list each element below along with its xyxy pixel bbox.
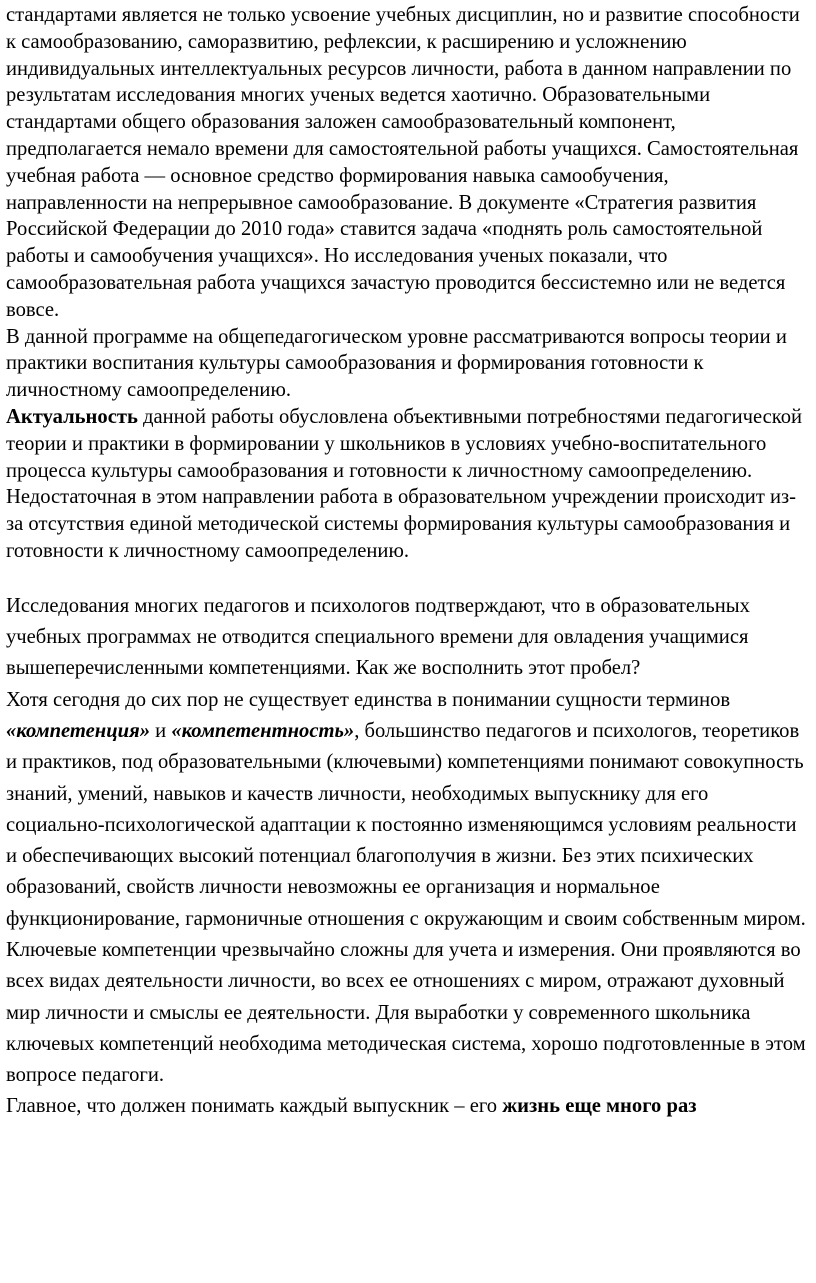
main-point-text: Главное, что должен понимать каждый выпускник – его — [6, 1095, 503, 1118]
term-competence: «компетенция» — [6, 719, 151, 742]
paragraph-standards: стандартами является не только усвоение учебных дисциплин, но и развитие способности к самообразованию, саморазвитию, рефлексии, к расширению и усложнению индивидуальных интеллектуальных ресурсов личности, работа в данном направлении по результатам исследования многих ученых ведется хаотично. Образовательными стандартами общего образования заложен самообразовательный компонент, предполагается немало времени для самостоятельной работы учащихся. Самостоятельная учебная работа — основное средство формирования навыка самообучения, направленности на непрерывное самообразование. В документе «Стратегия развития Российской Федерации до 2010 года» ставится задача «поднять роль самостоятельной работы и самообучения учащихся». Но исследования ученых показали, что самообразовательная работа учащихся зачастую проводится бессистемно или не ведется вовсе. — [6, 4, 800, 321]
main-point-bold: жизнь еще много раз — [502, 1095, 697, 1118]
paragraph-research: Исследования многих педагогов и психологов подтверждают, что в образовательных учебных программах не отводится специального времени для овладения учащимися вышеперечисленными компетенциями. Как же восполнить этот пробел? — [6, 594, 750, 680]
section-dense — [6, 2, 808, 565]
competencies-text-a: Хотя сегодня до сих пор не существует единства в понимании сущности терминов — [6, 688, 731, 711]
paragraph-competencies — [6, 685, 808, 935]
paragraph-program: В данной программе на общепедагогическом уровне рассматриваются вопросы теории и практики воспитания культуры самообразования и формирования готовности к личностному самоопределению. — [6, 325, 787, 402]
section-loose — [6, 591, 808, 1123]
relevance-text: данной работы обусловлена объективными потребностями педагогической теории и практики в формировании у школьников в условиях учебно-воспитательного процесса культуры самообразования и готовности к личностному самоопределению. — [6, 405, 803, 482]
competencies-text-b: и — [150, 719, 172, 742]
paragraph-relevance — [6, 404, 808, 484]
paragraph-main-point — [6, 1091, 808, 1122]
paragraph-insufficient: Недостаточная в этом направлении работа в образовательном учреждении происходит из-за отсутствия единой методической системы формирования культуры самообразования и готовности к личностному самоопределению. — [6, 486, 796, 562]
competencies-text-c: , большинство педагогов и психологов, теоретиков и практиков, под образовательными (ключевыми) компетенциями понимают совокупность знаний, умений, навыков и качеств личности, необходимых выпускнику для его социально-психологической адаптации к постоянно изменяющимся условиям реальности и обеспечивающих высокий потенциал благополучия в жизни. Без этих психических образований, свойств личности невозможны ее организация и нормальное функционирование, гармоничные отношения с окружающим и своим собственным миром. — [6, 719, 806, 930]
paragraph-key-competencies: Ключевые компетенции чрезвычайно сложны для учета и измерения. Они проявляются во всех видах деятельности личности, во всех ее отношениях с миром, отражают духовный мир личности и смыслы ее деятельности. Для выработки у современного школьника ключевых компетенций необходима методическая система, хорошо подготовленные в этом вопросе педагоги. — [6, 939, 806, 1087]
relevance-term: Актуальность — [6, 405, 138, 428]
term-competency: «компетентность» — [171, 719, 355, 742]
